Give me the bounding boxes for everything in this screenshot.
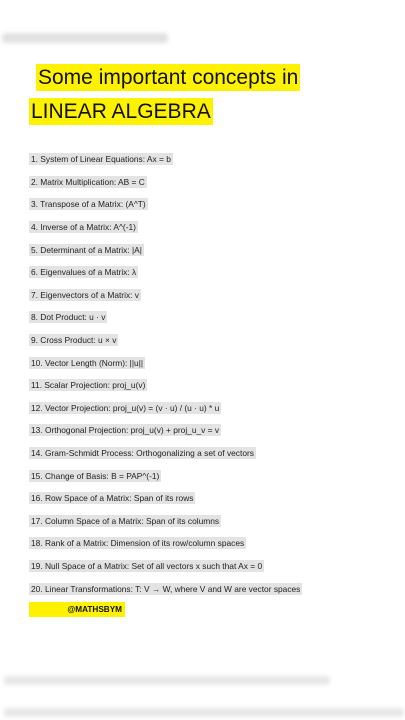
- concept-text: 7. Eigenvectors of a Matrix: v: [31, 289, 139, 300]
- blurred-footer-text: [4, 708, 404, 717]
- concept-text: 18. Rank of a Matrix: Dimension of its row/column spaces: [31, 538, 245, 549]
- list-item: [29, 555, 302, 578]
- list-item: [29, 148, 302, 171]
- blurred-footer-text: [4, 676, 330, 685]
- list-item: [29, 374, 302, 397]
- concept-text: 16. Row Space of a Matrix: Span of its rows: [31, 493, 194, 504]
- list-item: [29, 464, 302, 487]
- list-item: [29, 419, 302, 442]
- list-item: [29, 216, 302, 239]
- list-item: [29, 487, 302, 510]
- concept-text: 15. Change of Basis: B = PAP^(-1): [31, 470, 160, 481]
- concept-text: 12. Vector Projection: proj_u(v) = (v · u) / (u · u) * u: [31, 402, 220, 413]
- concept-text: 13. Orthogonal Projection: proj_u(v) + proj_u_v = v: [31, 425, 220, 436]
- list-item: [29, 193, 302, 216]
- concept-text: 17. Column Space of a Matrix: Span of its columns: [31, 515, 220, 526]
- list-item: [29, 510, 302, 533]
- concept-text: 6. Eigenvalues of a Matrix: λ: [31, 267, 137, 278]
- concept-text: 8. Dot Product: u · v: [31, 312, 106, 323]
- list-item: [29, 261, 302, 284]
- list-item: [29, 306, 302, 329]
- list-item: [29, 397, 302, 420]
- list-item: [29, 532, 302, 555]
- page-title-line-1: Some important concepts in: [38, 66, 299, 89]
- concept-text: 9. Cross Product: u × v: [31, 335, 117, 346]
- author-handle: @MATHSBYM: [29, 602, 125, 617]
- concept-text: 10. Vector Length (Norm): ||u||: [31, 357, 144, 368]
- list-item: [29, 351, 302, 374]
- blurred-header-text: [2, 33, 168, 43]
- page-title-line-2: LINEAR ALGEBRA: [31, 100, 211, 123]
- concept-text: 3. Transpose of a Matrix: (A^T): [31, 199, 146, 210]
- concept-text: 2. Matrix Multiplication: AB = C: [31, 176, 145, 187]
- list-item: [29, 442, 302, 465]
- concept-list: [29, 148, 302, 600]
- concept-text: 1. System of Linear Equations: Ax = b: [31, 154, 171, 165]
- concept-text: 11. Scalar Projection: proj_u(v): [31, 380, 146, 391]
- list-item: [29, 284, 302, 307]
- list-item: [29, 171, 302, 194]
- list-item: [29, 577, 302, 600]
- concept-text: 20. Linear Transformations: T: V → W, where V and W are vector spaces: [31, 583, 301, 594]
- concept-text: 19. Null Space of a Matrix: Set of all vectors x such that Ax = 0: [31, 560, 263, 571]
- concept-text: 5. Determinant of a Matrix: |A|: [31, 244, 142, 255]
- list-item: [29, 238, 302, 261]
- concept-text: 4. Inverse of a Matrix: A^(-1): [31, 222, 136, 233]
- concept-text: 14. Gram-Schmidt Process: Orthogonalizing a set of vectors: [31, 448, 254, 459]
- list-item: [29, 329, 302, 352]
